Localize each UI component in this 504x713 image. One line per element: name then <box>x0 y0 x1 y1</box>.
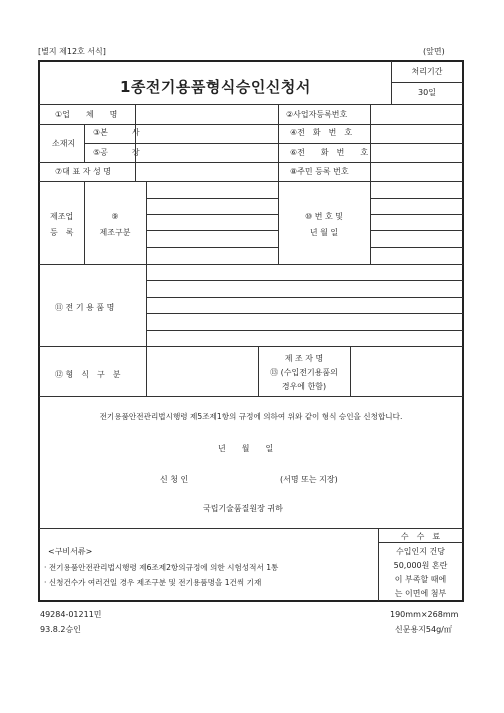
resident-no-field[interactable] <box>370 164 462 178</box>
head-office-field[interactable] <box>135 126 278 140</box>
biz-reg-field[interactable] <box>370 106 462 120</box>
product-name-label: ⑪ 전 기 용 품 명 <box>55 303 115 312</box>
signature-label: (서명 또는 지장) <box>280 475 338 484</box>
applicant-field[interactable] <box>200 471 275 485</box>
mfr-class-number: ⑨ <box>111 212 119 221</box>
biz-reg-label: ②사업자등록번호 <box>286 110 348 119</box>
maker-label-2: ⑬ (수입전기용품의 <box>270 368 338 377</box>
fee-line-1: 수입인지 건당 <box>396 547 445 556</box>
rep-name-field[interactable] <box>135 164 278 178</box>
resident-no-label: ⑧주민 등록 번호 <box>290 167 349 176</box>
processing-label: 처리기간 <box>411 67 443 76</box>
company-name-label: ①업 체 명 <box>55 110 118 119</box>
phone1-label: ④전 화 번 호 <box>290 128 353 137</box>
location-label: 소재지 <box>52 139 76 148</box>
type-class-label: ⑫ 형 식 구 분 <box>55 370 121 379</box>
phone2-field[interactable] <box>370 145 462 159</box>
company-name-field[interactable] <box>135 106 278 120</box>
reg-no-label-2: 년 월 일 <box>309 228 339 237</box>
form-number: [별지 제12호 서식] <box>38 47 106 56</box>
documents-item-1: · 전기용품안전관리법시행령 제6조제2항의규정에 의한 시험성적서 1통 <box>44 563 279 572</box>
phone1-field[interactable] <box>370 126 462 140</box>
fee-line-3: 이 부족할 때에 <box>394 575 447 584</box>
maker-name-field[interactable] <box>351 347 462 395</box>
factory-field[interactable] <box>135 145 278 159</box>
documents-heading: <구비서류> <box>48 547 93 556</box>
rep-name-label: ⑦대 표 자 성 명 <box>55 167 111 176</box>
reg-no-label-1: ⑩ 번 호 및 <box>305 212 343 221</box>
mfr-class-label: 제조구분 <box>99 228 131 237</box>
maker-label-3: 경우에 한함) <box>281 382 327 391</box>
product-name-field[interactable] <box>147 265 462 345</box>
processing-value: 30일 <box>418 88 436 97</box>
footer-size: 190mm×268mm <box>390 610 459 619</box>
mfr-reg-label-2: 등 록 <box>50 228 74 237</box>
footer-code: 49284-01211민 <box>40 610 102 619</box>
recipient-label: 국립기술품질원장 귀하 <box>203 504 283 513</box>
applicant-label: 신 청 인 <box>160 475 189 484</box>
date-line: 년 월 일 <box>218 444 274 453</box>
type-class-field[interactable] <box>147 347 257 395</box>
declaration-text: 전기용품안전관리법시행령 제5조제1항의 규정에 의하여 위와 같이 형식 승인을 신청합니다. <box>99 412 403 421</box>
footer-approval: 93.8.2승인 <box>40 625 81 634</box>
page-side-label: (앞면) <box>423 47 445 56</box>
reg-no-date-field[interactable] <box>371 182 462 263</box>
footer-paper: 신문용지54g/㎡ <box>395 625 452 634</box>
phone2-label: ⑥전 화 번 호 <box>290 148 369 157</box>
form-title: 1종전기용품형식승인신청서 <box>120 78 311 96</box>
documents-item-2: · 신청건수가 여러건일 경우 제조구분 및 전기용품명을 1건씩 기재 <box>44 578 262 587</box>
fee-line-2: 50,000원 혼란 <box>393 561 448 570</box>
maker-label-1: 제 조 자 명 <box>284 354 324 363</box>
head-office-label: ③본 사 <box>93 128 140 137</box>
fee-line-4: 는 이면에 첨부 <box>394 589 447 598</box>
fee-label: 수 수 료 <box>400 532 441 541</box>
factory-label: ⑤공 장 <box>93 148 140 157</box>
mfr-reg-label-1: 제조업 <box>50 212 74 221</box>
mfr-class-field[interactable] <box>147 182 277 263</box>
